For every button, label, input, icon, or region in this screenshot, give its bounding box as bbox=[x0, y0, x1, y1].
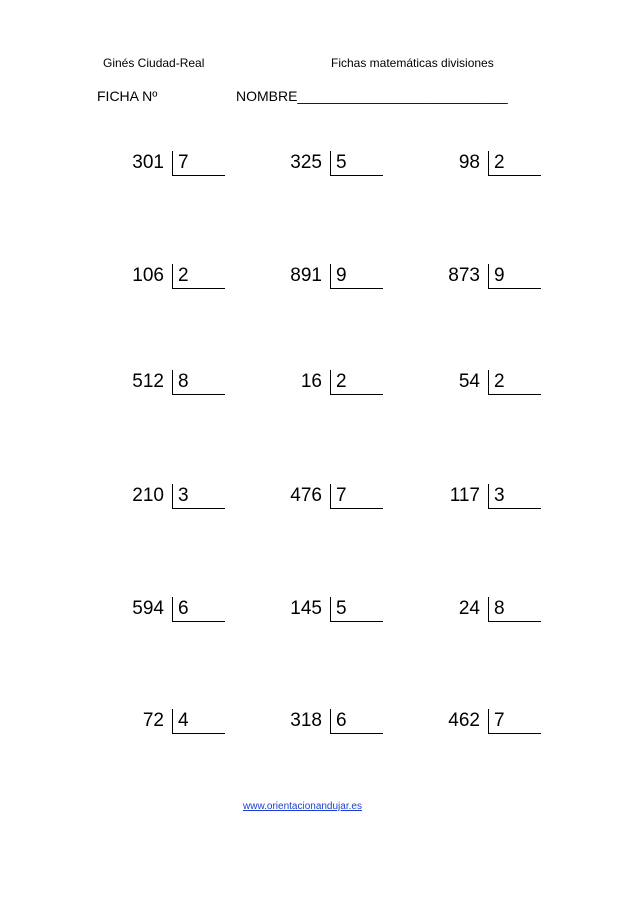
division-problem bbox=[266, 151, 426, 191]
divisor: 3 bbox=[178, 485, 189, 506]
divisor: 7 bbox=[336, 485, 347, 506]
divisor: 2 bbox=[178, 265, 189, 286]
division-problem bbox=[424, 370, 584, 410]
division-problem bbox=[108, 484, 268, 524]
dividend: 24 bbox=[458, 598, 480, 619]
dividend: 318 bbox=[290, 710, 322, 731]
dividend: 462 bbox=[448, 710, 480, 731]
divisor: 8 bbox=[178, 371, 189, 392]
division-problem bbox=[266, 484, 426, 524]
division-problem bbox=[424, 484, 584, 524]
division-problem bbox=[108, 709, 268, 749]
dividend: 106 bbox=[132, 265, 164, 286]
divisor: 5 bbox=[336, 598, 347, 619]
divisor: 2 bbox=[494, 152, 505, 173]
division-problem bbox=[108, 597, 268, 637]
divisor: 4 bbox=[178, 710, 189, 731]
division-problem bbox=[266, 597, 426, 637]
divisor: 3 bbox=[494, 485, 505, 506]
dividend: 476 bbox=[290, 485, 322, 506]
divisor: 5 bbox=[336, 152, 347, 173]
divisor: 6 bbox=[178, 598, 189, 619]
divisor: 7 bbox=[178, 152, 189, 173]
divisor: 8 bbox=[494, 598, 505, 619]
dividend: 594 bbox=[132, 598, 164, 619]
divisor: 7 bbox=[494, 710, 505, 731]
division-problem bbox=[424, 597, 584, 637]
dividend: 325 bbox=[290, 152, 322, 173]
dividend: 873 bbox=[448, 265, 480, 286]
division-problem bbox=[108, 264, 268, 304]
divisor: 2 bbox=[336, 371, 347, 392]
divisor: 6 bbox=[336, 710, 347, 731]
ficha-label: FICHA Nº bbox=[97, 88, 158, 104]
division-problem bbox=[108, 151, 268, 191]
division-problem bbox=[266, 370, 426, 410]
nombre-label: NOMBRE___________________________ bbox=[236, 88, 508, 104]
header-title: Fichas matemáticas divisiones bbox=[331, 56, 494, 70]
divisor: 2 bbox=[494, 371, 505, 392]
dividend: 891 bbox=[290, 265, 322, 286]
dividend: 210 bbox=[132, 485, 164, 506]
divisor: 9 bbox=[494, 265, 505, 286]
dividend: 117 bbox=[449, 485, 480, 506]
dividend: 145 bbox=[290, 598, 322, 619]
dividend: 512 bbox=[132, 371, 164, 392]
division-problem bbox=[424, 264, 584, 304]
dividend: 98 bbox=[458, 152, 480, 173]
division-problem bbox=[424, 709, 584, 749]
dividend: 301 bbox=[132, 152, 164, 173]
division-problem bbox=[424, 151, 584, 191]
dividend: 72 bbox=[142, 710, 164, 731]
division-problem bbox=[266, 709, 426, 749]
division-problem bbox=[108, 370, 268, 410]
divisor: 9 bbox=[336, 265, 347, 286]
dividend: 16 bbox=[300, 371, 322, 392]
dividend: 54 bbox=[458, 371, 480, 392]
header-author: Ginés Ciudad-Real bbox=[103, 56, 205, 70]
division-problem bbox=[266, 264, 426, 304]
footer-link[interactable]: www.orientacionandujar.es bbox=[243, 801, 362, 812]
